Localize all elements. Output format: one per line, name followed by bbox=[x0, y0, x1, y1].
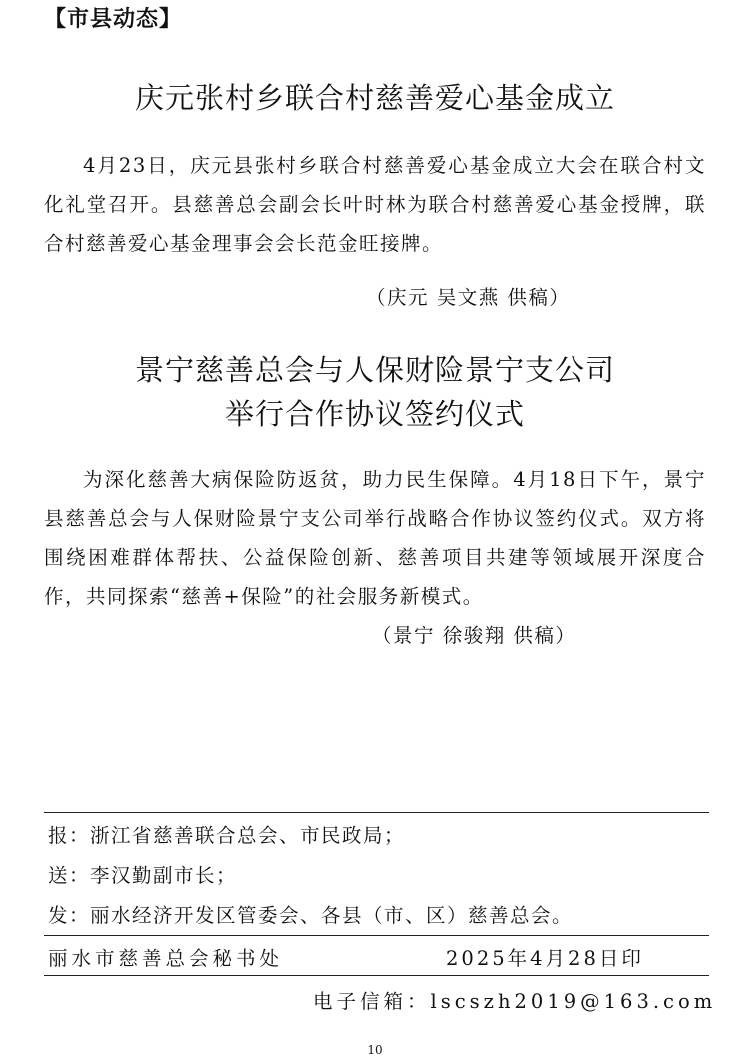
divider-middle bbox=[44, 935, 709, 936]
contact-email: 电子信箱：lscszh2019@163.com bbox=[313, 990, 717, 1013]
article-1-body: 4月23日，庆元县张村乡联合村慈善爱心基金成立大会在联合村文化礼堂召开。县慈善总会副会长叶时林为联合村慈善爱心基金授牌，联合村慈善爱心基金理事会会长范金旺接牌。 bbox=[44, 154, 706, 255]
article-2-source: （景宁 徐骏翔 供稿） bbox=[372, 624, 577, 647]
send-to-line: 送：李汉勤副市长； bbox=[48, 864, 238, 887]
divider-bottom bbox=[44, 975, 709, 976]
article-1-title: 庆元张村乡联合村慈善爱心基金成立 bbox=[134, 81, 615, 115]
article-2-title-line-2: 举行合作协议签约仪式 bbox=[224, 397, 525, 431]
section-tag: 【市县动态】 bbox=[44, 7, 183, 32]
report-to-line: 报：浙江省慈善联合总会、市民政局； bbox=[48, 824, 406, 847]
article-1-source: （庆元 吴文燕 供稿） bbox=[366, 286, 571, 309]
divider-top bbox=[44, 812, 709, 813]
article-2-body: 为深化慈善大病保险防返贫，助力民生保障。4月18日下午，景宁县慈善总会与人保财险景宁支公司举行战略合作协议签约仪式。双方将围绕困难群体帮扶、公益保险创新、慈善项目共建等领域展开深度合作，共同探索“慈善+保险”的社会服务新模式。 bbox=[44, 468, 706, 608]
issue-to-line: 发：丽水经济开发区管委会、各县（市、区）慈善总会。 bbox=[48, 904, 574, 927]
article-2-title-line-1: 景宁慈善总会与人保财险景宁支公司 bbox=[134, 353, 615, 387]
page-number: 10 bbox=[367, 1043, 383, 1057]
print-date: 2025年4月28日印 bbox=[446, 947, 644, 970]
issuing-office: 丽水市慈善总会秘书处 bbox=[48, 947, 284, 970]
